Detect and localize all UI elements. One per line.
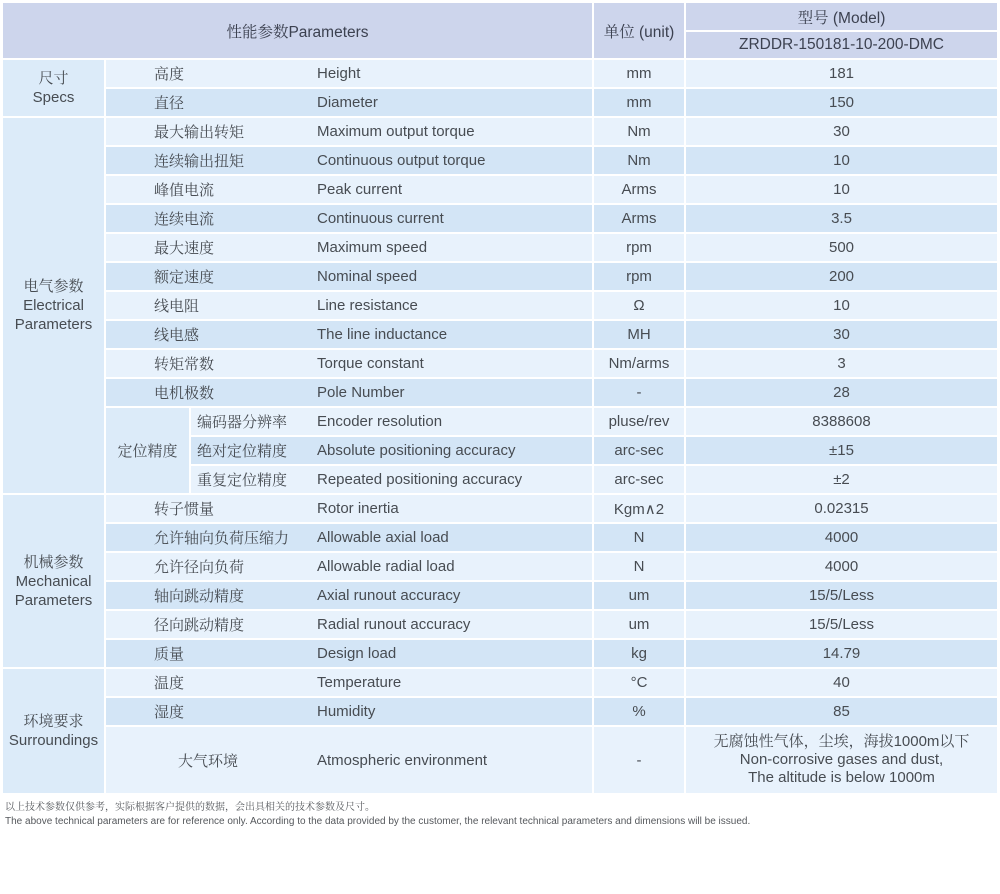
param-value: 10 xyxy=(685,146,997,175)
param-name-en: Radial runout accuracy xyxy=(310,610,593,639)
param-unit: Kgm∧2 xyxy=(593,494,685,523)
group-label: 电气参数 Electrical Parameters xyxy=(3,117,105,494)
model-number: ZRDDR-150181-10-200-DMC xyxy=(685,31,997,59)
param-value: 无腐蚀性气体，尘埃，海拔1000m以下 Non-corrosive gases and dust, The altitude is below 1000m xyxy=(685,726,997,794)
param-name-en: Absolute positioning accuracy xyxy=(310,436,593,465)
param-name-zh: 额定速度 xyxy=(105,262,310,291)
param-name-zh: 高度 xyxy=(105,59,310,88)
param-name-en: Allowable axial load xyxy=(310,523,593,552)
param-value: 4000 xyxy=(685,552,997,581)
group-label: 尺寸 Specs xyxy=(3,59,105,117)
param-name-zh: 编码器分辨率 xyxy=(190,407,310,436)
param-name-en: Encoder resolution xyxy=(310,407,593,436)
param-name-en: Peak current xyxy=(310,175,593,204)
param-unit: Arms xyxy=(593,204,685,233)
param-unit: mm xyxy=(593,59,685,88)
param-name-en: Maximum speed xyxy=(310,233,593,262)
param-value: 30 xyxy=(685,320,997,349)
param-unit: um xyxy=(593,581,685,610)
table-row xyxy=(3,378,997,407)
group-label: 机械参数 Mechanical Parameters xyxy=(3,494,105,668)
param-unit: um xyxy=(593,610,685,639)
table-row xyxy=(3,291,997,320)
param-unit: rpm xyxy=(593,233,685,262)
param-unit: kg xyxy=(593,639,685,668)
param-name-zh: 转子惯量 xyxy=(105,494,310,523)
header-row-1 xyxy=(3,3,997,31)
param-name-en: Height xyxy=(310,59,593,88)
footnote-en: The above technical parameters are for reference only. According to the data provided by the customer, the relevant technical parameters and dimensions will be issued. xyxy=(5,816,751,827)
table-row xyxy=(3,697,997,726)
table-row xyxy=(3,349,997,378)
param-value: 30 xyxy=(685,117,997,146)
param-name-zh: 允许径向负荷 xyxy=(105,552,310,581)
table-header xyxy=(3,3,997,59)
param-name-zh: 转矩常数 xyxy=(105,349,310,378)
param-name-zh: 轴向跳动精度 xyxy=(105,581,310,610)
table-row xyxy=(3,59,997,88)
table-row xyxy=(3,668,997,697)
param-unit: pluse/rev xyxy=(593,407,685,436)
param-name-en: Allowable radial load xyxy=(310,552,593,581)
param-name-zh: 允许轴向负荷压缩力 xyxy=(105,523,310,552)
param-name-zh: 线电阻 xyxy=(105,291,310,320)
param-value: 14.79 xyxy=(685,639,997,668)
table-row xyxy=(3,117,997,146)
param-unit: °C xyxy=(593,668,685,697)
param-name-zh: 径向跳动精度 xyxy=(105,610,310,639)
table-row xyxy=(3,523,997,552)
param-name-en: Continuous current xyxy=(310,204,593,233)
param-value: 200 xyxy=(685,262,997,291)
param-name-zh: 质量 xyxy=(105,639,310,668)
param-name-en: Torque constant xyxy=(310,349,593,378)
param-value: ±15 xyxy=(685,436,997,465)
param-unit: Arms xyxy=(593,175,685,204)
table-row xyxy=(3,262,997,291)
table-body xyxy=(3,59,997,794)
unit-header: 单位 (unit) xyxy=(593,3,685,59)
param-name-zh: 温度 xyxy=(105,668,310,697)
param-name-en: Axial runout accuracy xyxy=(310,581,593,610)
param-unit: arc-sec xyxy=(593,465,685,494)
param-unit: Nm/arms xyxy=(593,349,685,378)
table-row xyxy=(3,88,997,117)
param-name-zh: 峰值电流 xyxy=(105,175,310,204)
param-name-zh: 绝对定位精度 xyxy=(190,436,310,465)
param-name-zh: 电机极数 xyxy=(105,378,310,407)
table-row xyxy=(3,581,997,610)
param-value: 150 xyxy=(685,88,997,117)
table-row xyxy=(3,726,997,794)
param-name-en: Design load xyxy=(310,639,593,668)
param-value: 28 xyxy=(685,378,997,407)
param-unit: - xyxy=(593,726,685,794)
param-value: 15/5/Less xyxy=(685,610,997,639)
param-value: 500 xyxy=(685,233,997,262)
param-name-zh: 重复定位精度 xyxy=(190,465,310,494)
param-unit: N xyxy=(593,523,685,552)
param-name-en: Continuous output torque xyxy=(310,146,593,175)
subgroup-label: 定位精度 xyxy=(105,407,190,494)
param-name-en: Pole Number xyxy=(310,378,593,407)
param-unit: mm xyxy=(593,88,685,117)
table-row xyxy=(3,204,997,233)
param-unit: rpm xyxy=(593,262,685,291)
table-row xyxy=(3,552,997,581)
param-unit: Ω xyxy=(593,291,685,320)
table-row xyxy=(3,494,997,523)
param-name-en: Repeated positioning accuracy xyxy=(310,465,593,494)
param-name-en: Temperature xyxy=(310,668,593,697)
param-name-zh: 湿度 xyxy=(105,697,310,726)
group-label: 环境要求 Surroundings xyxy=(3,668,105,794)
param-value: 10 xyxy=(685,291,997,320)
footnote-zh: 以上技术参数仅供参考，实际根据客户提供的数据，会出具相关的技术参数及尺寸。 xyxy=(5,802,375,813)
table-row xyxy=(3,233,997,262)
param-value: ±2 xyxy=(685,465,997,494)
table-row xyxy=(3,639,997,668)
param-name-zh: 连续电流 xyxy=(105,204,310,233)
param-name-zh: 最大输出转矩 xyxy=(105,117,310,146)
param-name-en: Diameter xyxy=(310,88,593,117)
param-name-en: Rotor inertia xyxy=(310,494,593,523)
param-name-zh: 直径 xyxy=(105,88,310,117)
table-row xyxy=(3,610,997,639)
footnote xyxy=(3,801,997,829)
param-value: 4000 xyxy=(685,523,997,552)
param-value: 3 xyxy=(685,349,997,378)
parameters-header: 性能参数Parameters xyxy=(3,3,593,59)
spec-table xyxy=(3,3,997,795)
param-name-zh: 线电感 xyxy=(105,320,310,349)
param-unit: Nm xyxy=(593,117,685,146)
param-name-zh: 大气环境 xyxy=(105,726,310,794)
table-row xyxy=(3,320,997,349)
param-name-en: Nominal speed xyxy=(310,262,593,291)
param-value: 0.02315 xyxy=(685,494,997,523)
param-name-en: Line resistance xyxy=(310,291,593,320)
param-value: 3.5 xyxy=(685,204,997,233)
param-unit: % xyxy=(593,697,685,726)
param-value: 15/5/Less xyxy=(685,581,997,610)
param-value: 8388608 xyxy=(685,407,997,436)
param-value: 10 xyxy=(685,175,997,204)
param-unit: Nm xyxy=(593,146,685,175)
param-unit: N xyxy=(593,552,685,581)
param-value: 40 xyxy=(685,668,997,697)
param-unit: - xyxy=(593,378,685,407)
table-row xyxy=(3,407,997,436)
param-value: 181 xyxy=(685,59,997,88)
param-value: 85 xyxy=(685,697,997,726)
param-name-zh: 最大速度 xyxy=(105,233,310,262)
table-row xyxy=(3,175,997,204)
param-unit: arc-sec xyxy=(593,436,685,465)
model-header: 型号 (Model) xyxy=(685,3,997,31)
param-name-en: Humidity xyxy=(310,697,593,726)
param-name-en: Maximum output torque xyxy=(310,117,593,146)
param-name-en: Atmospheric environment xyxy=(310,726,593,794)
param-name-en: The line inductance xyxy=(310,320,593,349)
table-row xyxy=(3,146,997,175)
param-name-zh: 连续输出扭矩 xyxy=(105,146,310,175)
param-unit: MH xyxy=(593,320,685,349)
